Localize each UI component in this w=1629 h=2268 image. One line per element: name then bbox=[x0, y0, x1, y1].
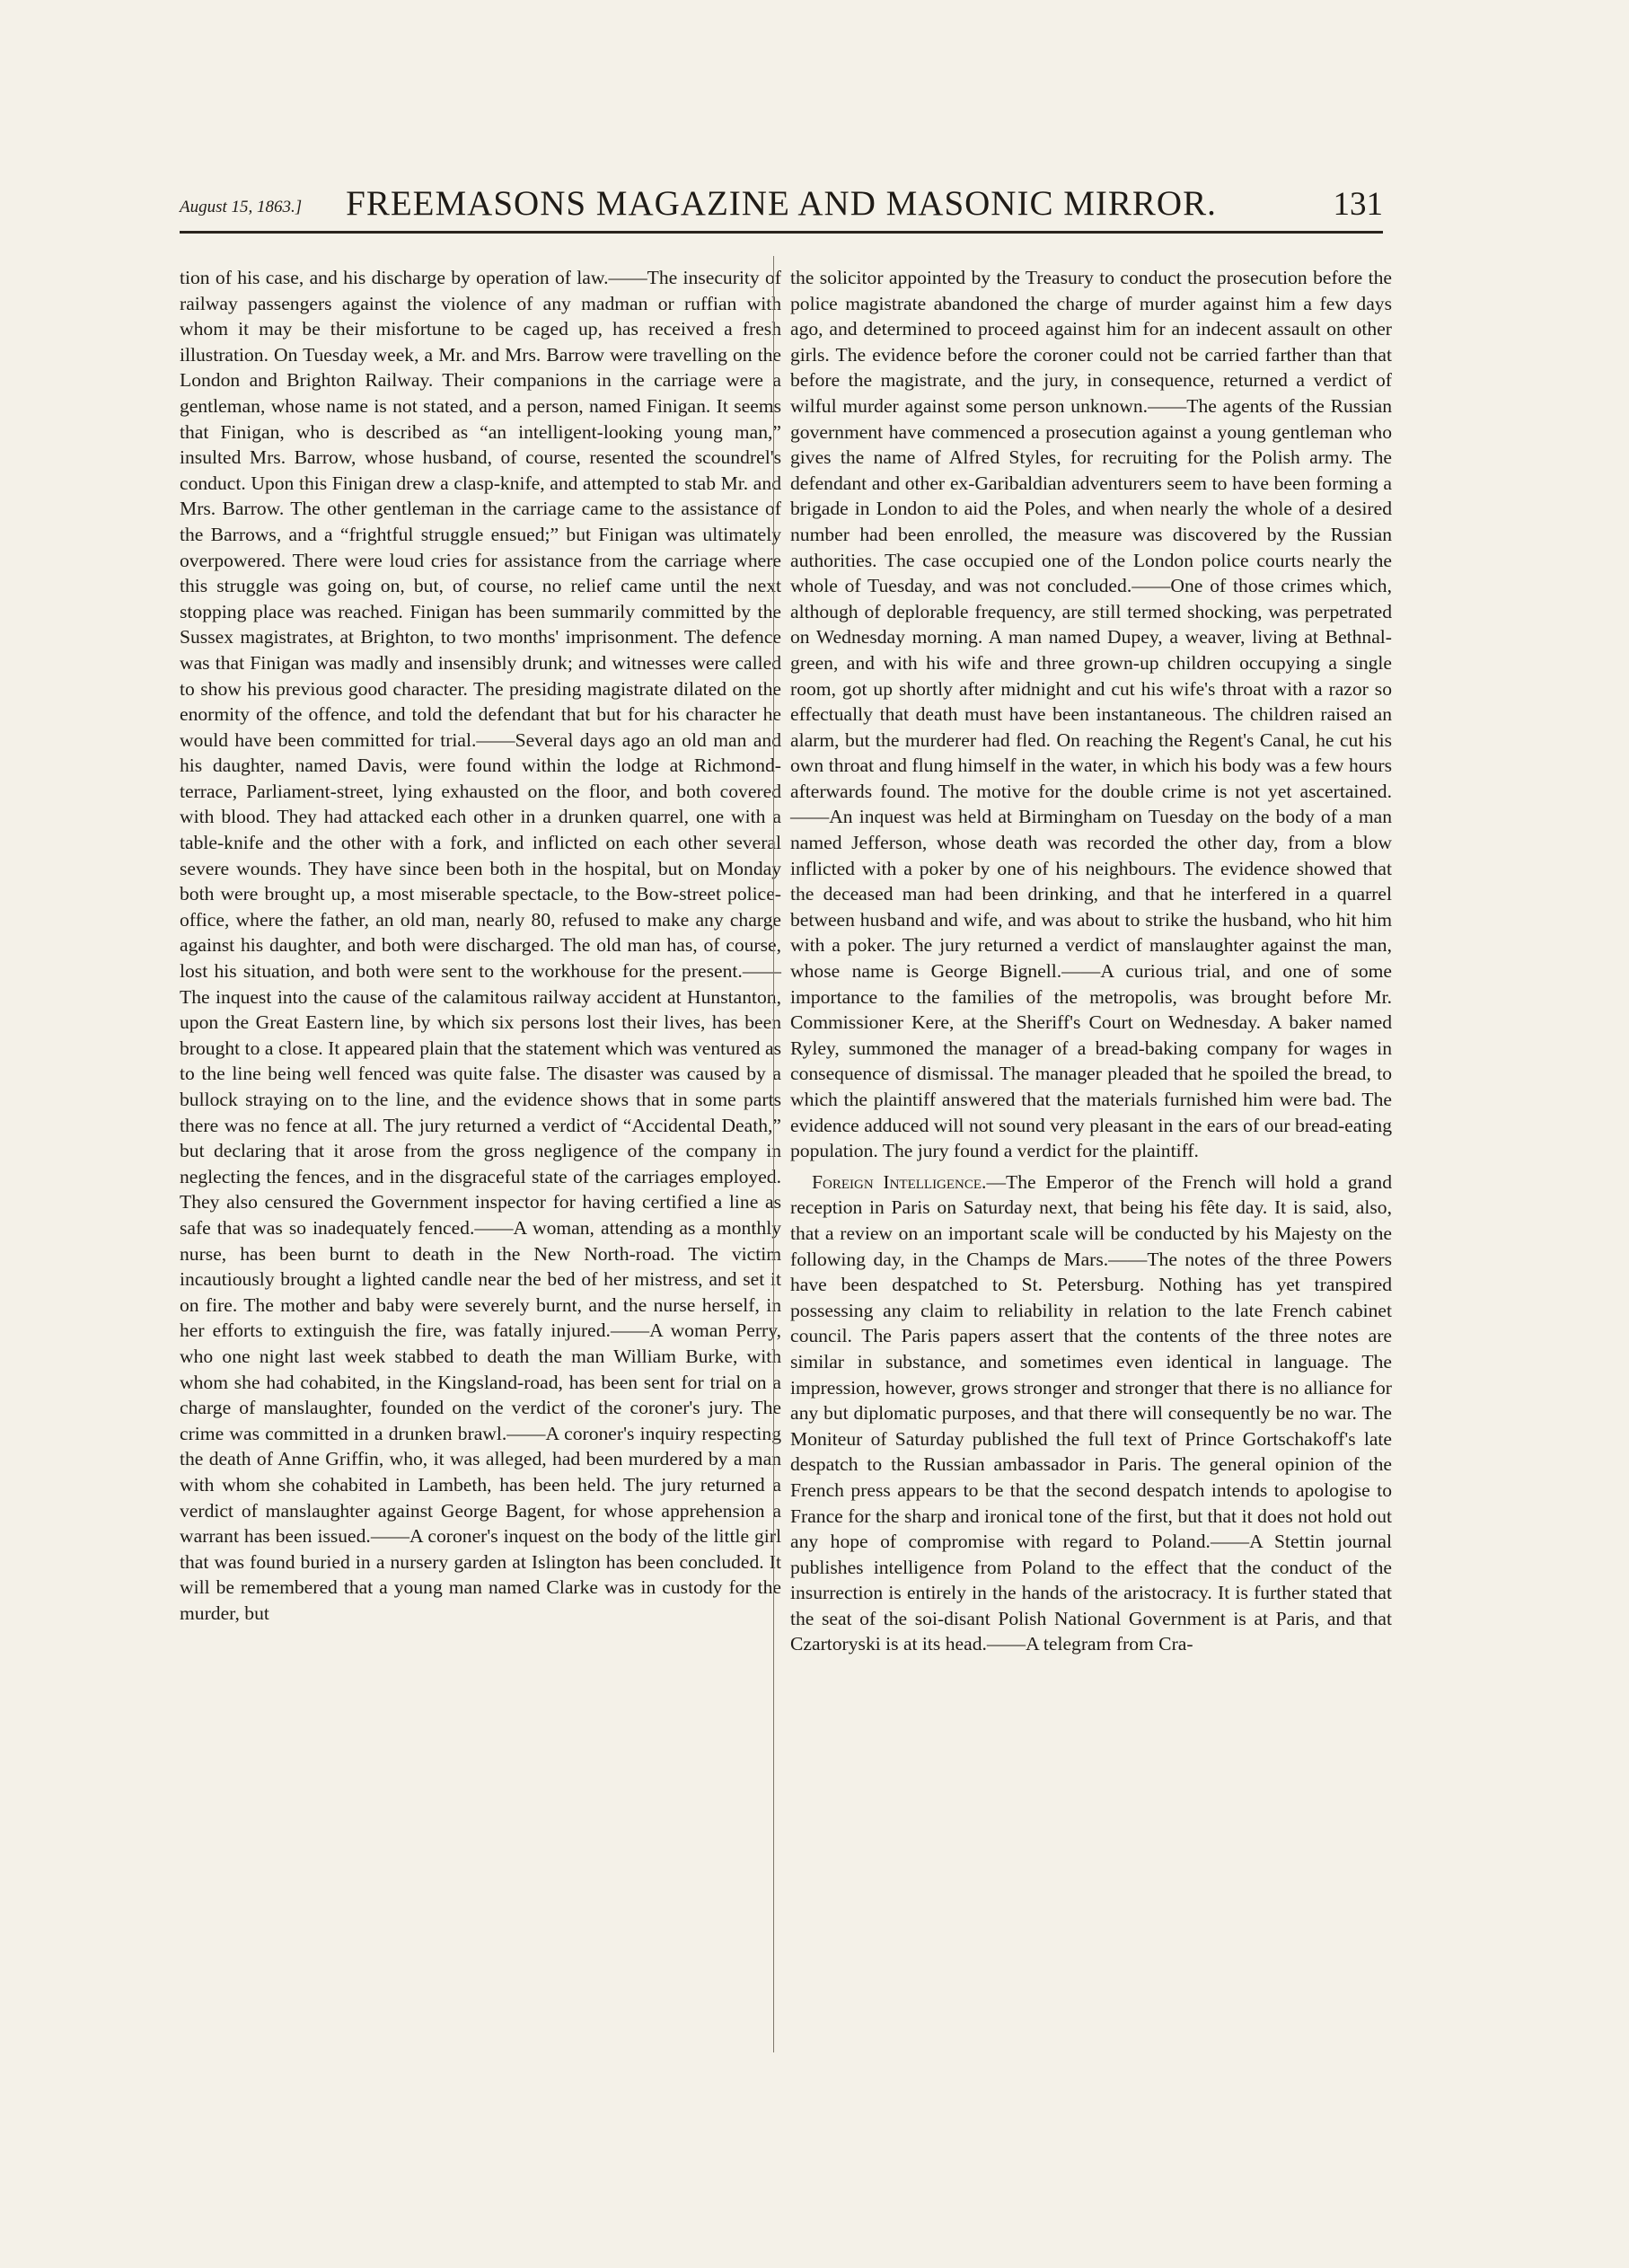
section-text: —The Emperor of the French will hold a grand reception in Paris on Saturday next, that being his fête day. It is said, also, that a review on an important scale will be conducted by his Majesty on the following day, in the Champs de Mars.——The notes of the three Powers have been despatched to St. Petersburg. Nothing has yet transpired possessing any claim to reliability in relation to the late French cabinet council. The Paris papers assert that the contents of the three notes are similar in substance, and sometimes even identical in language. The impression, however, grows stronger and stronger that there is no alliance for any but diplomatic purposes, and that there will consequently be no war. The Moniteur of Saturday published the full text of Prince Gortschakoff's late despatch to the Russian ambassador in Paris. The general opinion of the French press appears to be that the second despatch intends to apologise to France for the sharp and ironical tone of the first, but that it does not hold out any hope of compromise with regard to Poland.——A Stettin journal publishes intelligence from Poland to the effect that the conduct of the insurrection is entirely in the hands of the aristocracy. It is further stated that the seat of the soi-disant Polish National Government is at Paris, and that Czartoryski is at its head.——A telegram from Cra- bbox=[790, 1170, 1392, 1655]
page-number: 131 bbox=[1333, 186, 1383, 223]
right-column-text: the solicitor appointed by the Treasury to conduct the prosecution before the police magistrate abandoned the charge of murder against him a few days ago, and determined to proceed against him for an indecent assault on other girls. The evidence before the coroner could not be carried farther than that before the magistrate, and the jury, in consequence, returned a verdict of wilful murder against some person unknown.——The agents of the Russian government have commenced a prosecution against a young gentleman who gives the name of Alfred Styles, for recruiting for the Polish army. The defendant and other ex-Garibaldian adventurers seem to have been forming a brigade in London to aid the Poles, and when nearly the whole of a desired number had been enrolled, the measure was discovered by the Russian authorities. The case occupied one of the London police courts nearly the whole of Tuesday, and was not concluded.——One of those crimes which, although of deplorable frequency, are still termed shocking, was perpetrated on Wednesday morning. A man named Dupey, a weaver, living at Bethnal-green, and with his wife and three grown-up children occupying a single room, got up shortly after midnight and cut his wife's throat with a razor so effectually that death must have been instantaneous. The children raised an alarm, but the murderer had fled. On reaching the Regent's Canal, he cut his own throat and flung himself in the water, in which his body was a few hours afterwards found. The motive for the double crime is not yet ascertained.——An inquest was held at Birmingham on Tuesday on the body of a man named Jefferson, whose death was recorded the other day, from a blow inflicted with a poker by one of his neighbours. The evidence showed that the deceased man had been drinking, and that he interfered in a quarrel between husband and wife, and was about to strike the husband, who hit him with a poker. The jury returned a verdict of manslaughter against the man, whose name is George Bignell.——A curious trial, and one of some importance to the families of the metropolis, was brought before Mr. Commissioner Kere, at the Sheriff's Court on Wednesday. A baker named Ryley, summoned the manager of a bread-baking company for wages in consequence of dismissal. The manager pleaded that he spoiled the bread, to which the plaintiff answered that the materials furnished him were bad. The evidence adduced will not sound very pleasant in the ears of our bread-eating population. The jury found a verdict for the plaintiff. bbox=[790, 267, 1392, 1162]
left-column-text: tion of his case, and his discharge by operation of law.——The insecurity of railway passengers against the violence of any madman or ruffian with whom it may be their misfortune to be caged up, has received a fresh illustration. On Tuesday week, a Mr. and Mrs. Barrow were travelling on the London and Brighton Railway. Their companions in the carriage were a gentleman, whose name is not stated, and a person, named Finigan. It seems that Finigan, who is described as “an intelligent-looking young man,” insulted Mrs. Barrow, whose husband, of course, resented the scoundrel's conduct. Upon this Finigan drew a clasp-knife, and attempted to stab Mr. and Mrs. Barrow. The other gentleman in the carriage came to the assistance of the Barrows, and a “frightful struggle ensued;” but Finigan was ultimately overpowered. There were loud cries for assistance from the carriage where this struggle was going on, but, of course, no relief came until the next stopping place was reached. Finigan has been summarily committed by the Sussex magistrates, at Brighton, to two months' imprisonment. The defence was that Finigan was madly and insensibly drunk; and witnesses were called to show his previous good character. The presiding magistrate dilated on the enormity of the offence, and told the defendant that but for his character he would have been committed for trial.——Several days ago an old man and his daughter, named Davis, were found within the lodge at Richmond-terrace, Parliament-street, lying exhausted on the floor, and both covered with blood. They had attacked each other in a drunken quarrel, one with a table-knife and the other with a fork, and inflicted on each other several severe wounds. They have since been both in the hospital, but on Monday both were brought up, a most miserable spectacle, to the Bow-street police-office, where the father, an old man, nearly 80, refused to make any charge against his daughter, and both were discharged. The old man has, of course, lost his situation, and both were sent to the workhouse for the present.——The inquest into the cause of the calamitous railway accident at Hunstanton, upon the Great Eastern line, by which six persons lost their lives, has been brought to a close. It appeared plain that the statement which was ventured as to the line being well fenced was quite false. The disaster was caused by a bullock straying on to the line, and the evidence shows that in some parts there was no fence at all. The jury returned a verdict of “Accidental Death,” but declaring that it arose from the gross negligence of the company in neglecting the fences, and in the disgraceful state of the carriages employed. They also censured the Government inspector for having certified a line as safe that was so inadequately fenced.——A woman, attending as a monthly nurse, has been burnt to death in the New North-road. The victim incautiously brought a lighted candle near the bed of her mistress, and set it on fire. The mother and baby were severely burnt, and the nurse herself, in her efforts to extinguish the fire, was fatally injured.——A woman Perry, who one night last week stabbed to death the man William Burke, with whom she had cohabited, in the Kingsland-road, has been sent for trial on a charge of manslaughter, founded on the verdict of the coroner's jury. The crime was committed in a drunken brawl.——A coroner's inquiry respecting the death of Anne Griffin, who, it was alleged, had been murdered by a man with whom she cohabited in Lambeth, has been held. The jury returned a verdict of manslaughter against George Bagent, for whose apprehension a warrant has been issued.——A coroner's inquest on the body of the little girl that was found buried in a nursery garden at Islington has been concluded. It will be remembered that a young man named Clarke was in custody for the murder, but bbox=[180, 267, 781, 1624]
column-divider bbox=[773, 256, 774, 2052]
right-column bbox=[790, 265, 1392, 1657]
page-header bbox=[180, 180, 1383, 237]
section-heading: Foreign Intelligence. bbox=[812, 1170, 987, 1193]
foreign-intelligence-paragraph bbox=[790, 1169, 1392, 1657]
magazine-title: FREEMASONS MAGAZINE AND MASONIC MIRROR. bbox=[346, 184, 1217, 223]
header-rule bbox=[180, 231, 1383, 234]
issue-date: August 15, 1863.] bbox=[180, 198, 303, 216]
left-column bbox=[180, 265, 781, 1626]
